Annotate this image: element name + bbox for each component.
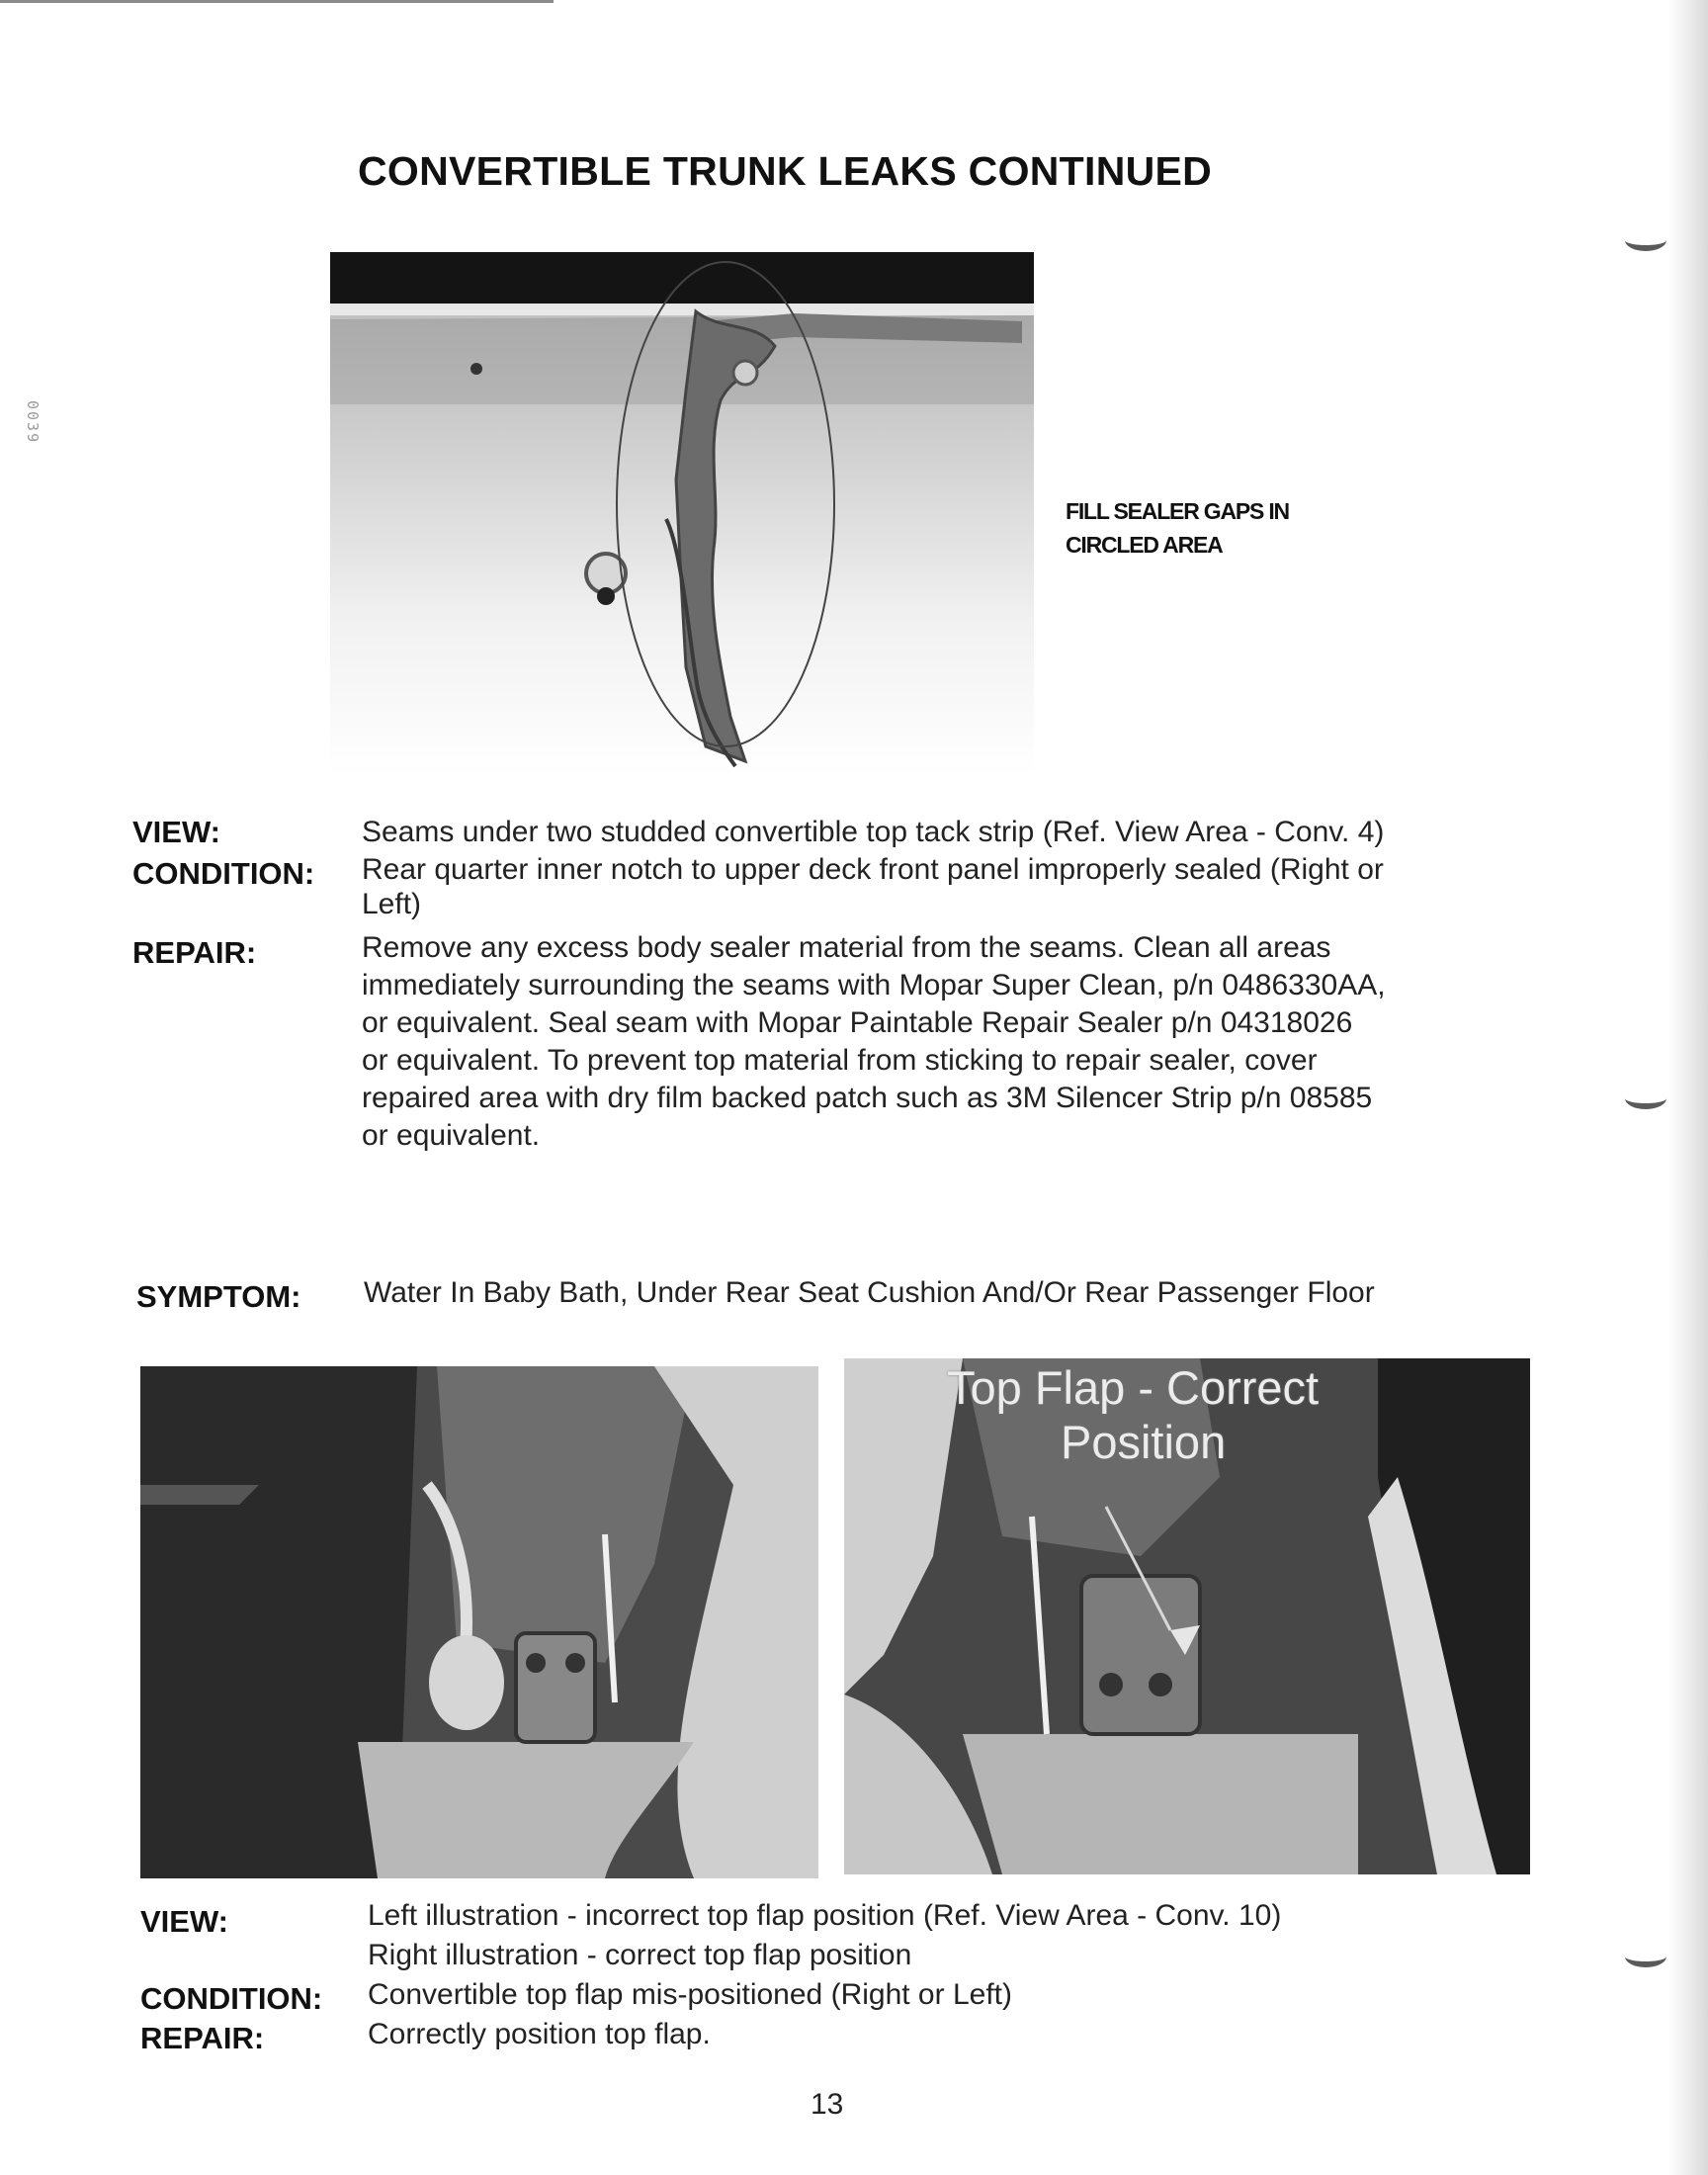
repair-line: Correctly position top flap.: [368, 2018, 711, 2050]
binder-hole-top: [1625, 229, 1666, 251]
condition-label: CONDITION:: [132, 856, 315, 891]
symptom-line: Water In Baby Bath, Under Rear Seat Cushion And/Or Rear Passenger Floor: [364, 1276, 1375, 1309]
side-stamp: 0039: [24, 400, 42, 445]
condition-line: Convertible top flap mis-positioned (Right or Left): [368, 1978, 1012, 2011]
sealer-callout: [1066, 494, 1372, 562]
repair-label-2: REPAIR:: [140, 2021, 265, 2055]
page-title: CONVERTIBLE TRUNK LEAKS CONTINUED: [358, 148, 1213, 194]
correct-flap-photo: [844, 1358, 1530, 1874]
repair-label: REPAIR:: [132, 935, 257, 970]
condition-line: Left): [362, 888, 422, 920]
view-label-2: VIEW:: [140, 1904, 228, 1939]
repair-text-2: [368, 2017, 711, 2051]
top-flap-caption-line-2: Position: [1061, 1416, 1227, 1468]
callout-line-1: FILL SEALER GAPS IN: [1066, 498, 1289, 524]
repair-line: Remove any excess body sealer material from the seams. Clean all areas: [362, 931, 1331, 964]
incorrect-flap-photo: [140, 1366, 818, 1878]
scan-top-rule: [0, 0, 554, 3]
trunk-seam-photo: [330, 252, 1034, 776]
callout-line-2: CIRCLED AREA: [1066, 532, 1223, 558]
symptom-text: [364, 1275, 1375, 1310]
binder-hole-bottom: [1625, 1946, 1666, 1967]
view-label: VIEW:: [132, 815, 220, 849]
condition-text-2: [368, 1977, 1012, 2012]
top-flap-caption-line-1: Top Flap - Correct: [947, 1361, 1320, 1414]
repair-line: or equivalent. Seal seam with Mopar Paintable Repair Sealer p/n 04318026: [362, 1006, 1353, 1039]
page-edge-shadow: [1668, 0, 1708, 2175]
top-flap-caption: [947, 1360, 1319, 1469]
repair-line: repaired area with dry film backed patch such as 3M Silencer Strip p/n 08585: [362, 1082, 1373, 1114]
symptom-label: SYMPTOM:: [136, 1279, 301, 1314]
repair-line: or equivalent.: [362, 1119, 541, 1152]
repair-text: [362, 929, 1386, 1155]
view-line: Left illustration - incorrect top flap position (Ref. View Area - Conv. 10): [368, 1899, 1282, 1932]
view-line: Right illustration - correct top flap position: [368, 1939, 912, 1971]
condition-label-2: CONDITION:: [140, 1981, 323, 2016]
page-number: 13: [811, 2088, 844, 2121]
view-text: [362, 815, 1384, 849]
trunk-seam-photo-drawing: [330, 252, 1034, 776]
repair-line: immediately surrounding the seams with Mopar Super Clean, p/n 0486330AA,: [362, 969, 1386, 1001]
condition-text: [362, 852, 1384, 921]
binder-hole-middle: [1625, 1088, 1666, 1109]
incorrect-flap-drawing: [140, 1366, 818, 1878]
view-text-line: Seams under two studded convertible top tack strip (Ref. View Area - Conv. 4): [362, 816, 1385, 848]
view-text-2: [368, 1896, 1281, 1975]
condition-line: Rear quarter inner notch to upper deck front panel improperly sealed (Right or: [362, 853, 1384, 886]
repair-line: or equivalent. To prevent top material from sticking to repair sealer, cover: [362, 1044, 1318, 1077]
